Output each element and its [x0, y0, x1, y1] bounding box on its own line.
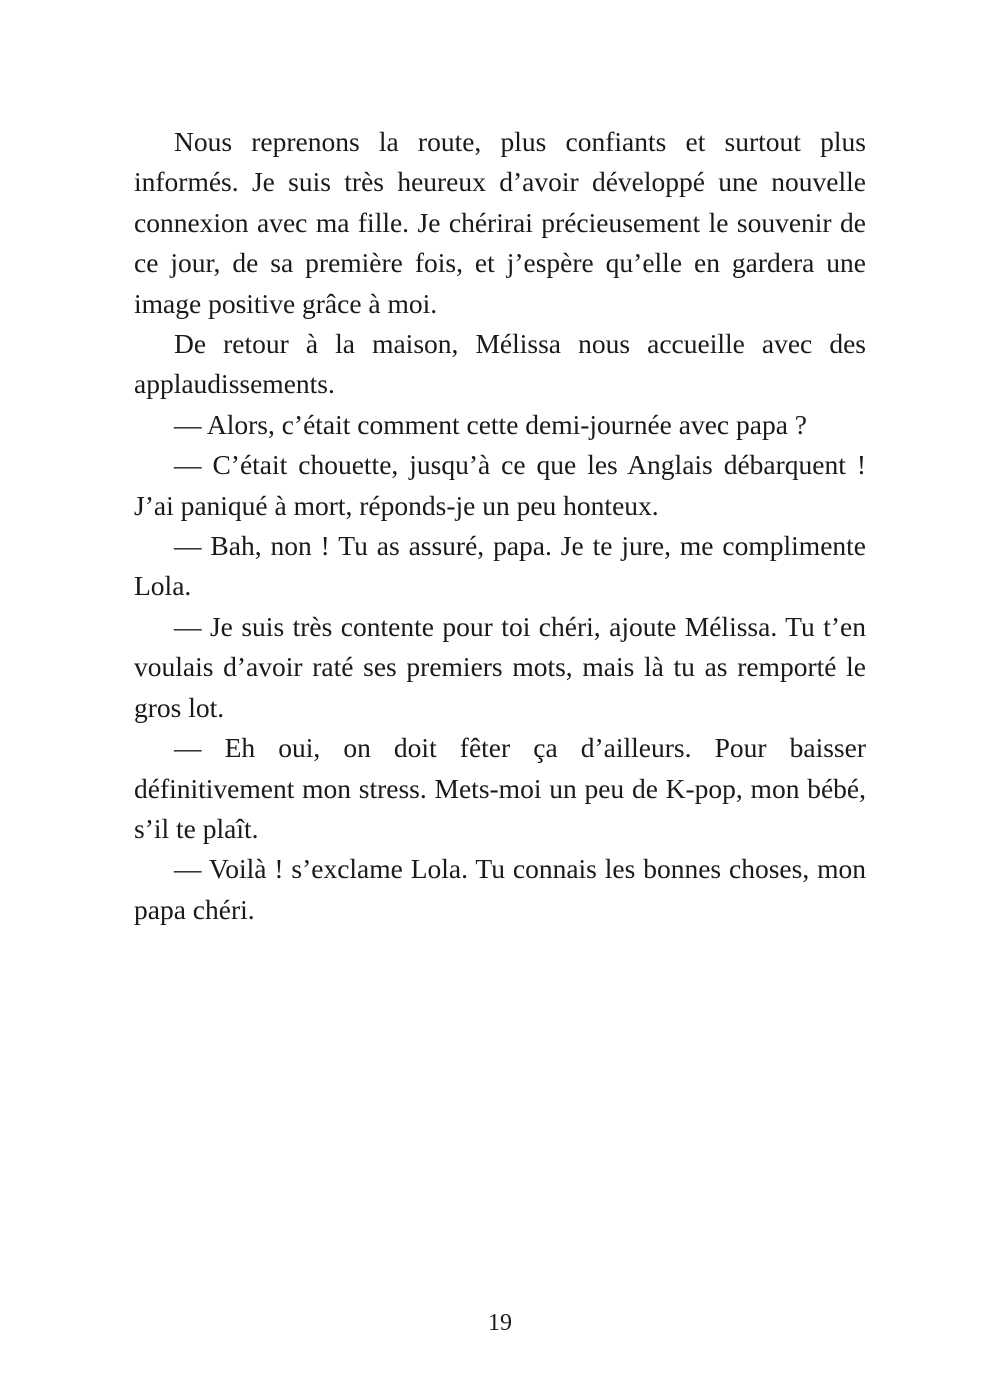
body-text [134, 122, 866, 930]
paragraph: Nous reprenons la route, plus confiants et surtout plus informés. Je suis très heureux d’avoir développé une nouvelle connexion avec ma fille. Je chérirai précieusement le souvenir de ce jour, de sa première fois, et j’espère qu’elle en gardera une image positive grâce à moi. [134, 126, 866, 319]
dialogue-line: — Eh oui, on doit fêter ça d’ailleurs. Pour baisser définitivement mon stress. Mets-moi un peu de K-pop, mon bébé, s’il te plaît. [134, 732, 866, 844]
dialogue-line: — Voilà ! s’exclame Lola. Tu connais les bonnes choses, mon papa chéri. [134, 853, 866, 925]
page-number: 19 [488, 1310, 512, 1336]
dialogue-line: — Je suis très contente pour toi chéri, ajoute Mélissa. Tu t’en voulais d’avoir raté ses premiers mots, mais là tu as remporté le gros lot. [134, 610, 866, 723]
dialogue-line: — Alors, c’était comment cette demi-journée avec papa ? [174, 408, 807, 440]
paragraph: De retour à la maison, Mélissa nous accueille avec des applaudissements. [134, 328, 866, 400]
dialogue-line: — C’était chouette, jusqu’à ce que les Anglais débarquent ! J’ai paniqué à mort, réponds-je un peu honteux. [134, 449, 866, 521]
dialogue-line: — Bah, non ! Tu as assuré, papa. Je te jure, me complimente Lola. [134, 530, 866, 602]
